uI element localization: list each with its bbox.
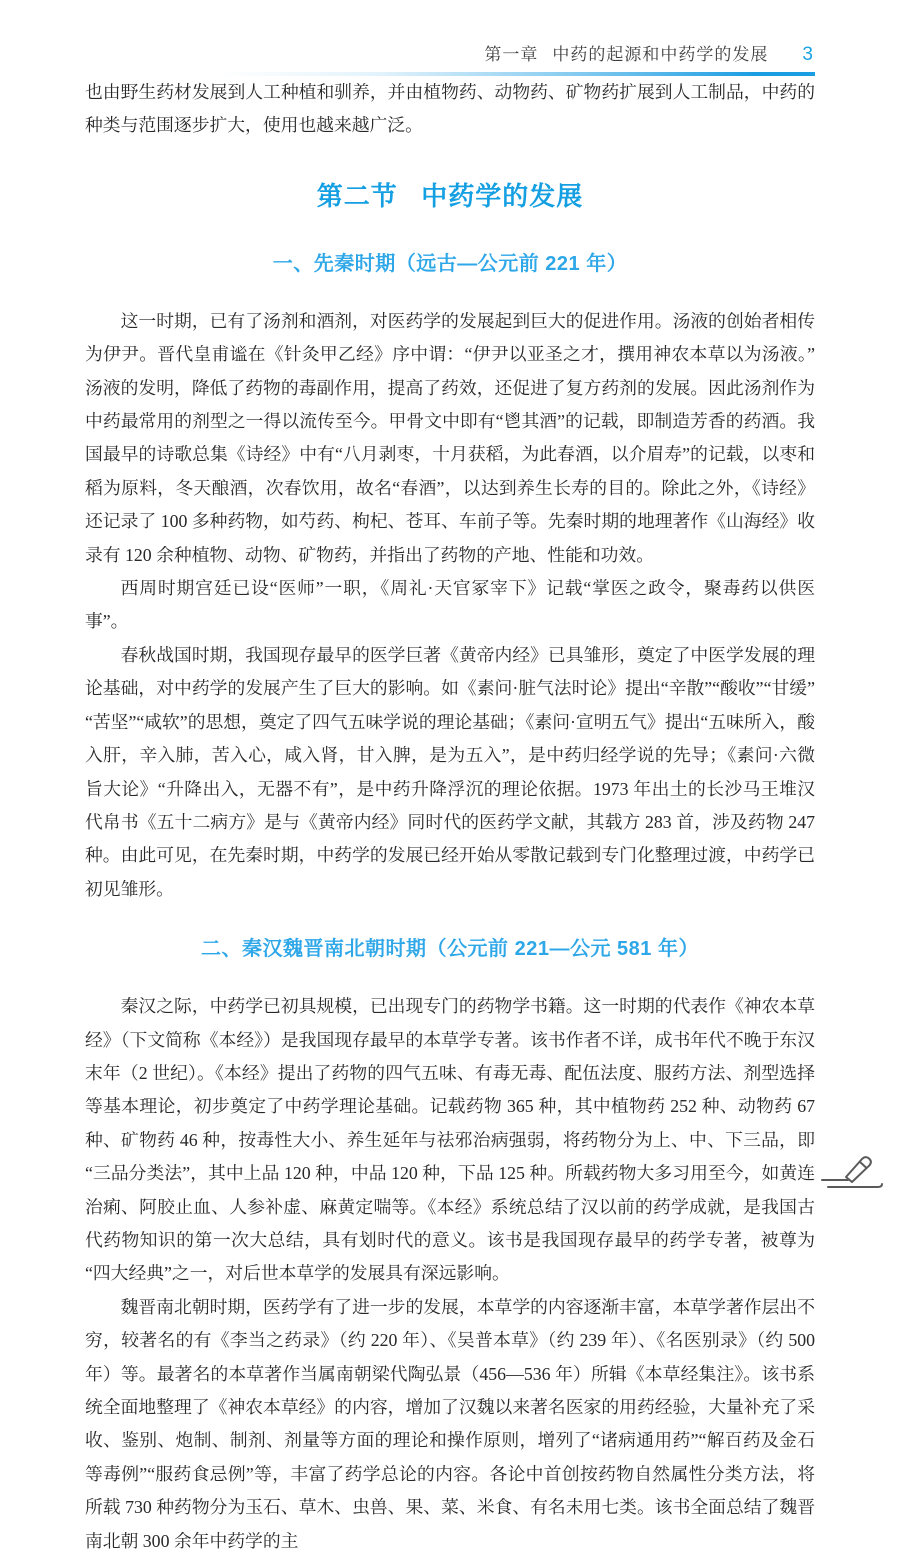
section-label: 第二节 bbox=[316, 180, 398, 211]
section-name: 中药学的发展 bbox=[421, 180, 584, 211]
subsection-2-paragraph-2: 魏晋南北朝时期，医药学有了进一步的发展，本草学的内容逐渐丰富，本草学著作层出不穷，较著名的有《李当之药录》（约 220 年）、《吴普本草》（约 239 年）、《名医别录》（约 500 年）等。最著名的本草著作当属南朝梁代陶弘景（456—536 年）所辑《本草经集注》。该书系统全面地整理了《神农本草经》的内容，增加了汉魏以来著名医家的用药经验，大量补充了采收、鉴别、炮制、制剂、剂量等方面的理论和操作原则，增列了“诸病通用药”“解百药及金石等毒例”“服药食忌例”等，丰富了药学总论的内容。各论中首创按药物自然属性分类方法，将所载 730 种药物分为玉石、草木、虫兽、果、菜、米食、有名未用七类。该书全面总结了魏晋南北朝 300 余年中药学的主 bbox=[85, 1296, 815, 1551]
subsection-1-paragraph-1: 这一时期，已有了汤剂和酒剂，对医药学的发展起到巨大的促进作用。汤液的创始者相传为伊尹。晋代皇甫谧在《针灸甲乙经》序中谓：“伊尹以亚圣之才，撰用神农本草以为汤液。”汤液的发明，降低了药物的毒副作用，提高了药效，还促进了复方药剂的发展。因此汤剂作为中药最常用的剂型之一得以流传至今。甲骨文中即有“鬯其酒”的记载，即制造芳香的药酒。我国最早的诗歌总集《诗经》中有“八月剥枣，十月获稻，为此春酒，以介眉寿”的记载，以枣和稻为原料，冬天酿酒，次春饮用，故名“春酒”，以达到养生长寿的目的。除此之外，《诗经》还记录了 100 多种药物，如芍药、枸杞、苍耳、车前子等。先秦时期的地理著作《山海经》收录有 120 余种植物、动物、矿物药，并指出了药物的产地、性能和功效。 bbox=[85, 310, 815, 565]
subsection-2-heading: 二、秦汉魏晋南北朝时期（公元前 221—公元 581 年） bbox=[201, 938, 699, 961]
running-head bbox=[85, 0, 815, 66]
pen-writing-icon bbox=[810, 1150, 888, 1202]
subsection-2-paragraph-1: 秦汉之际，中药学已初具规模，已出现专门的药物学书籍。这一时期的代表作《神农本草经》（下文简称《本经》）是我国现存最早的本草学专著。该书作者不详，成书年代不晚于东汉末年（2 世纪）。《本经》提出了药物的四气五味、有毒无毒、配伍法度、服药方法、剂型选择等基本理论，初步奠定了中药学理论基础。记载药物 365 种，其中植物药 252 种、动物药 67 种、矿物药 46 种，按毒性大小、养生延年与祛邪治病强弱，将药物分为上、中、下三品，即“三品分类法”，其中上品 120 种，中品 120 种，下品 125 种。所载药物大多习用至今，如黄连治痢、阿胶止血、人参补虚、麻黄定喘等。《本经》系统总结了汉以前的药学成就，是我国古代药物知识的第一次大总结，具有划时代的意义。该书是我国现存最早的药学专著，被尊为“四大经典”之一，对后世本草学的发展具有深远影响。 bbox=[85, 996, 815, 1284]
chapter-label: 第一章 bbox=[484, 45, 539, 64]
subsection-1-heading: 一、先秦时期（远古—公元前 221 年） bbox=[272, 252, 628, 275]
intro-paragraph: 也由野生药材发展到人工种植和驯养，并由植物药、动物药、矿物药扩展到人工制品，中药的种类与范围逐步扩大，使用也越来越广泛。 bbox=[85, 82, 815, 136]
text-column bbox=[85, 0, 815, 1558]
section-title bbox=[85, 176, 815, 213]
chapter-title: 中药的起源和中药学的发展 bbox=[552, 45, 769, 64]
page-number: 3 bbox=[802, 44, 813, 65]
subsection-1-paragraph-3: 春秋战国时期，我国现存最早的医学巨著《黄帝内经》已具雏形，奠定了中医学发展的理论基础，对中药学的发展产生了巨大的影响。如《素问·脏气法时论》提出“辛散”“酸收”“甘缓”“苦坚”“咸软”的思想，奠定了四气五味学说的理论基础；《素问·宣明五气》提出“五味所入，酸入肝，辛入肺，苦入心，咸入肾，甘入脾，是为五入”，是中药归经学说的先导；《素问·六微旨大论》“升降出入，无器不有”，是中药升降浮沉的理论依据。1973 年出土的长沙马王堆汉代帛书《五十二病方》是与《黄帝内经》同时代的医药学文献，其载方 283 首，涉及药物 247 种。由此可见，在先秦时期，中药学的发展已经开始从零散记载到专门化整理过渡，中药学已初见雏形。 bbox=[85, 644, 815, 899]
subsection-1-paragraph-2: 西周时期宫廷已设“医师”一职，《周礼·天官冢宰下》记载“掌医之政令，聚毒药以供医事”。 bbox=[85, 578, 815, 632]
